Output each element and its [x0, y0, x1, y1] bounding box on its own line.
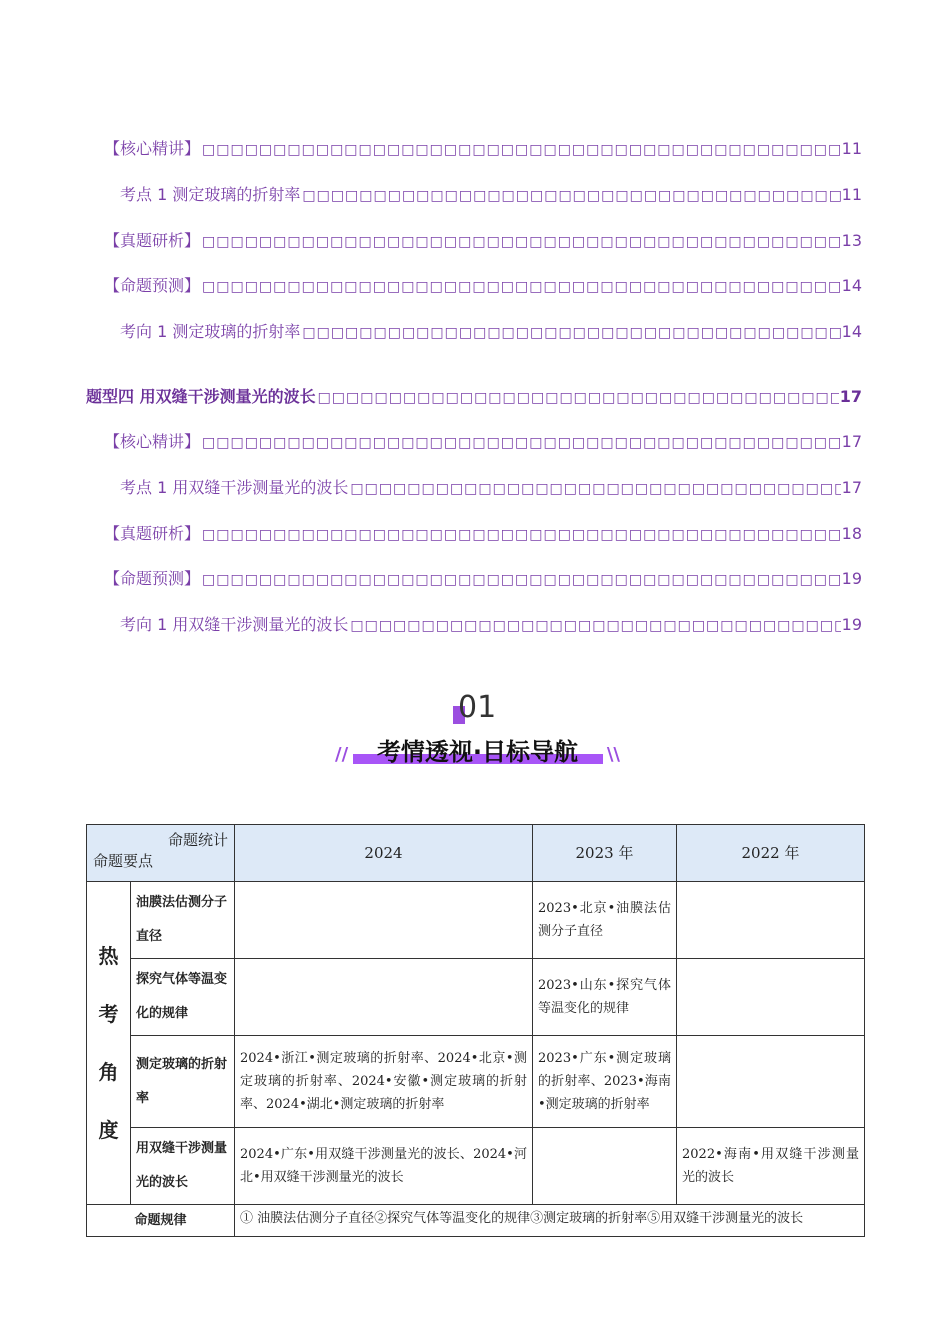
toc-leader [302, 188, 840, 204]
group-label-cell [87, 882, 131, 1205]
toc-page-number: 19 [841, 615, 862, 634]
toc-entry-label: 【真题研析】 [104, 231, 201, 250]
toc-entry-label: 【真题研析】 [104, 524, 201, 543]
exam-statistics-table [86, 824, 865, 1237]
law-row [87, 1205, 865, 1237]
table-header-row [87, 825, 865, 882]
group-char: 度 [98, 1118, 119, 1142]
topic-cell: 探究气体等温变化的规律 [131, 959, 235, 1036]
toc-page-number: 13 [841, 231, 862, 250]
toc-entry[interactable] [104, 429, 862, 453]
topic-cell: 测定玻璃的折射率 [131, 1036, 235, 1128]
cell-2023: 2023•北京•油膜法估测分子直径 [533, 882, 677, 959]
toc-entry[interactable] [120, 475, 862, 499]
toc-page-number: 19 [841, 569, 862, 588]
group-char: 考 [98, 1002, 119, 1026]
toc-entry[interactable] [104, 228, 862, 252]
toc-entry[interactable] [104, 273, 862, 297]
toc-leader [202, 572, 841, 588]
header-year-2022: 2022 年 [677, 825, 865, 882]
toc-entry[interactable] [104, 566, 862, 590]
toc-entry-label: 【核心精讲】 [104, 139, 201, 158]
toc-page-number: 17 [841, 478, 862, 497]
cell-2022 [677, 1036, 865, 1128]
toc-entry-label: 【核心精讲】 [104, 432, 201, 451]
toc-leader [202, 142, 841, 158]
slash-right-decoration: \\ [606, 744, 620, 765]
toc-entry-label: 考点 1 用双缝干涉测量光的波长 [120, 478, 349, 497]
toc-entry-label: 考向 1 用双缝干涉测量光的波长 [120, 615, 349, 634]
toc-entry-label: 【命题预测】 [104, 276, 201, 295]
toc-entry[interactable] [120, 612, 862, 636]
slash-left-decoration: // [335, 744, 349, 765]
toc-leader [202, 435, 841, 451]
corner-top-label: 命题统计 [167, 831, 228, 849]
toc-page-number: 17 [841, 432, 862, 451]
toc-leader [302, 325, 840, 341]
toc-page-number: 14 [841, 276, 862, 295]
toc-entry-label: 【命题预测】 [104, 569, 201, 588]
corner-bottom-label: 命题要点 [93, 852, 154, 870]
law-label-cell: 命题规律 [87, 1205, 235, 1237]
toc-page-number: 11 [841, 185, 862, 204]
toc-leader [202, 279, 841, 295]
cell-2024 [235, 882, 533, 959]
table-row [87, 1128, 865, 1205]
header-year-2024: 2024 [235, 825, 533, 882]
toc-entry[interactable] [120, 319, 862, 343]
toc-entry-label: 考向 1 测定玻璃的折射率 [120, 322, 301, 341]
cell-2022: 2022•海南•用双缝干涉测量光的波长 [677, 1128, 865, 1205]
table-row [87, 959, 865, 1036]
cell-2024: 2024•广东•用双缝干涉测量光的波长、2024•河北•用双缝干涉测量光的波长 [235, 1128, 533, 1205]
group-char: 角 [98, 1060, 119, 1084]
toc-entry-label: 考点 1 测定玻璃的折射率 [120, 185, 301, 204]
section-number: 01 [458, 690, 497, 725]
toc-leader [318, 390, 839, 406]
cell-2023 [533, 1128, 677, 1205]
table-row [87, 1036, 865, 1128]
toc-entry[interactable] [104, 136, 862, 160]
header-year-2023: 2023 年 [533, 825, 677, 882]
group-char: 热 [98, 944, 119, 968]
law-text-cell: ① 油膜法估测分子直径②探究气体等温变化的规律③测定玻璃的折射率⑤用双缝干涉测量光的波长 [235, 1205, 865, 1237]
cell-2024: 2024•浙江•测定玻璃的折射率、2024•北京•测定玻璃的折射率、2024•安徽•测定玻璃的折射率、2024•湖北•测定玻璃的折射率 [235, 1036, 533, 1128]
table-row [87, 882, 865, 959]
topic-cell: 油膜法估测分子直径 [131, 882, 235, 959]
topic-cell: 用双缝干涉测量光的波长 [131, 1128, 235, 1205]
toc-page-number: 11 [841, 139, 862, 158]
toc-entry[interactable] [120, 182, 862, 206]
toc-page-number: 18 [841, 524, 862, 543]
toc-leader [202, 234, 841, 250]
toc-page-number: 14 [841, 322, 862, 341]
toc-page-number: 17 [839, 387, 862, 406]
cell-2023: 2023•山东•探究气体等温变化的规律 [533, 959, 677, 1036]
cell-2024 [235, 959, 533, 1036]
cell-2022 [677, 959, 865, 1036]
toc-leader [350, 618, 840, 634]
cell-2022 [677, 882, 865, 959]
toc-leader [350, 481, 840, 497]
section-heading [335, 732, 620, 768]
toc-entry[interactable] [86, 384, 862, 408]
table-corner-cell [87, 825, 235, 882]
toc-entry-label: 题型四 用双缝干涉测量光的波长 [86, 387, 316, 406]
section-title: 考情透视·目标导航 [376, 738, 579, 766]
cell-2023: 2023•广东•测定玻璃的折射率、2023•海南•测定玻璃的折射率 [533, 1036, 677, 1128]
toc-leader [202, 527, 841, 543]
toc-entry[interactable] [104, 521, 862, 545]
